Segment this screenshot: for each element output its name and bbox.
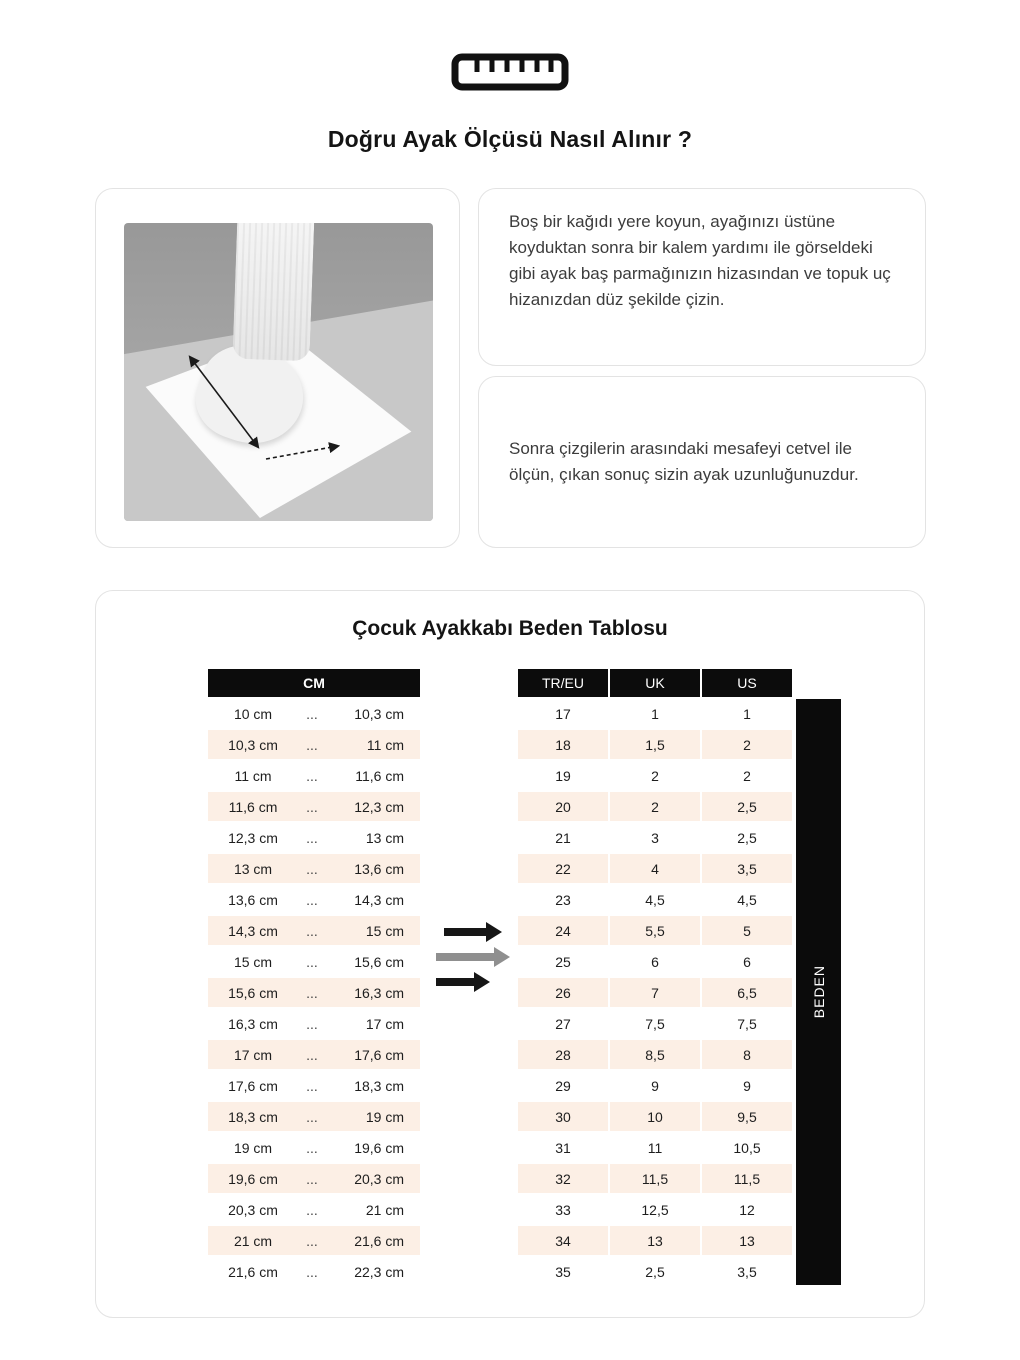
cm-dots-cell: ... bbox=[298, 1133, 326, 1162]
size-table-row bbox=[518, 1102, 792, 1131]
size-uk-cell: 11,5 bbox=[610, 1164, 700, 1193]
size-us-cell: 9,5 bbox=[702, 1102, 792, 1131]
size-uk-cell: 7,5 bbox=[610, 1009, 700, 1038]
size-uk-cell: 1,5 bbox=[610, 730, 700, 759]
cm-from-cell: 14,3 cm bbox=[208, 916, 298, 945]
size-us-cell: 6 bbox=[702, 947, 792, 976]
cm-to-cell: 15,6 cm bbox=[326, 947, 420, 976]
beden-label: BEDEN bbox=[810, 965, 827, 1019]
cm-table-row bbox=[208, 1071, 420, 1100]
cm-table-header-row bbox=[208, 669, 420, 697]
foot-measurement-photo bbox=[124, 223, 433, 521]
size-table-row bbox=[518, 1071, 792, 1100]
cm-table-row bbox=[208, 823, 420, 852]
size-us-cell: 5 bbox=[702, 916, 792, 945]
cm-from-cell: 13,6 cm bbox=[208, 885, 298, 914]
size-treu-cell: 33 bbox=[518, 1195, 608, 1224]
cm-to-cell: 11 cm bbox=[326, 730, 420, 759]
cm-table-row bbox=[208, 854, 420, 883]
cm-table-row bbox=[208, 885, 420, 914]
instruction-step-2-text: Sonra çizgilerin arasındaki mesafeyi cetvel ile ölçün, çıkan sonuç sizin ayak uzunluğunuzdur. bbox=[509, 439, 859, 484]
cm-table-row bbox=[208, 1195, 420, 1224]
size-treu-cell: 27 bbox=[518, 1009, 608, 1038]
cm-to-cell: 15 cm bbox=[326, 916, 420, 945]
size-table-header-treu: TR/EU bbox=[518, 669, 608, 697]
triple-right-arrows-icon bbox=[434, 921, 514, 998]
size-treu-cell: 35 bbox=[518, 1257, 608, 1286]
cm-from-cell: 10 cm bbox=[208, 699, 298, 728]
cm-from-cell: 19 cm bbox=[208, 1133, 298, 1162]
size-us-cell: 2,5 bbox=[702, 792, 792, 821]
cm-table-row bbox=[208, 1257, 420, 1286]
cm-to-cell: 19 cm bbox=[326, 1102, 420, 1131]
cm-to-cell: 14,3 cm bbox=[326, 885, 420, 914]
cm-from-cell: 13 cm bbox=[208, 854, 298, 883]
instruction-step-1-card bbox=[478, 188, 926, 366]
size-table bbox=[516, 667, 794, 1288]
cm-to-cell: 22,3 cm bbox=[326, 1257, 420, 1286]
cm-table-row bbox=[208, 761, 420, 790]
size-us-cell: 9 bbox=[702, 1071, 792, 1100]
cm-table-row bbox=[208, 1133, 420, 1162]
size-uk-cell: 7 bbox=[610, 978, 700, 1007]
cm-to-cell: 13,6 cm bbox=[326, 854, 420, 883]
size-uk-cell: 10 bbox=[610, 1102, 700, 1131]
cm-dots-cell: ... bbox=[298, 699, 326, 728]
size-table-row bbox=[518, 947, 792, 976]
cm-dots-cell: ... bbox=[298, 1102, 326, 1131]
size-chart-card bbox=[95, 590, 925, 1318]
cm-table-row bbox=[208, 1164, 420, 1193]
cm-dots-cell: ... bbox=[298, 1226, 326, 1255]
size-table-row bbox=[518, 699, 792, 728]
size-treu-cell: 26 bbox=[518, 978, 608, 1007]
size-table-row bbox=[518, 854, 792, 883]
size-us-cell: 3,5 bbox=[702, 1257, 792, 1286]
size-us-cell: 6,5 bbox=[702, 978, 792, 1007]
size-table-row bbox=[518, 885, 792, 914]
size-treu-cell: 31 bbox=[518, 1133, 608, 1162]
cm-dots-cell: ... bbox=[298, 1009, 326, 1038]
size-uk-cell: 8,5 bbox=[610, 1040, 700, 1069]
cm-from-cell: 11 cm bbox=[208, 761, 298, 790]
size-table-row bbox=[518, 1009, 792, 1038]
size-uk-cell: 6 bbox=[610, 947, 700, 976]
size-uk-cell: 13 bbox=[610, 1226, 700, 1255]
cm-dots-cell: ... bbox=[298, 1195, 326, 1224]
instruction-step-1-text: Boş bir kağıdı yere koyun, ayağınızı üstüne koyduktan sonra bir kalem yardımı ile görseldeki gibi ayak baş parmağınızın hizasından ve topuk uç hizanızdan düz şekilde çizin. bbox=[509, 212, 891, 309]
size-treu-cell: 18 bbox=[518, 730, 608, 759]
size-table-row bbox=[518, 730, 792, 759]
cm-from-cell: 10,3 cm bbox=[208, 730, 298, 759]
size-table-row bbox=[518, 1164, 792, 1193]
cm-table-row bbox=[208, 1040, 420, 1069]
size-uk-cell: 11 bbox=[610, 1133, 700, 1162]
size-uk-cell: 4 bbox=[610, 854, 700, 883]
size-us-cell: 2 bbox=[702, 730, 792, 759]
cm-from-cell: 12,3 cm bbox=[208, 823, 298, 852]
page-title: Doğru Ayak Ölçüsü Nasıl Alınır ? bbox=[327, 126, 693, 152]
cm-from-cell: 17,6 cm bbox=[208, 1071, 298, 1100]
size-treu-cell: 22 bbox=[518, 854, 608, 883]
size-table-row bbox=[518, 761, 792, 790]
cm-to-cell: 17 cm bbox=[326, 1009, 420, 1038]
cm-from-cell: 20,3 cm bbox=[208, 1195, 298, 1224]
cm-to-cell: 21,6 cm bbox=[326, 1226, 420, 1255]
size-table-row bbox=[518, 1257, 792, 1286]
size-chart-title: Çocuk Ayakkabı Beden Tablosu bbox=[352, 617, 668, 640]
cm-table-row bbox=[208, 916, 420, 945]
size-us-cell: 4,5 bbox=[702, 885, 792, 914]
size-treu-cell: 29 bbox=[518, 1071, 608, 1100]
size-treu-cell: 30 bbox=[518, 1102, 608, 1131]
cm-table bbox=[208, 667, 420, 1288]
cm-to-cell: 13 cm bbox=[326, 823, 420, 852]
size-us-cell: 2,5 bbox=[702, 823, 792, 852]
size-table-row bbox=[518, 823, 792, 852]
size-us-cell: 11,5 bbox=[702, 1164, 792, 1193]
cm-to-cell: 21 cm bbox=[326, 1195, 420, 1224]
size-treu-cell: 25 bbox=[518, 947, 608, 976]
cm-from-cell: 17 cm bbox=[208, 1040, 298, 1069]
cm-to-cell: 12,3 cm bbox=[326, 792, 420, 821]
cm-dots-cell: ... bbox=[298, 1257, 326, 1286]
cm-dots-cell: ... bbox=[298, 761, 326, 790]
cm-dots-cell: ... bbox=[298, 854, 326, 883]
size-treu-cell: 23 bbox=[518, 885, 608, 914]
beden-axis-bar bbox=[796, 699, 841, 1285]
size-us-cell: 12 bbox=[702, 1195, 792, 1224]
cm-table-row bbox=[208, 792, 420, 821]
size-us-cell: 3,5 bbox=[702, 854, 792, 883]
cm-to-cell: 20,3 cm bbox=[326, 1164, 420, 1193]
size-us-cell: 1 bbox=[702, 699, 792, 728]
size-table-row bbox=[518, 1133, 792, 1162]
size-table-header-uk: UK bbox=[610, 669, 700, 697]
size-treu-cell: 21 bbox=[518, 823, 608, 852]
cm-to-cell: 19,6 cm bbox=[326, 1133, 420, 1162]
size-us-cell: 8 bbox=[702, 1040, 792, 1069]
size-treu-cell: 24 bbox=[518, 916, 608, 945]
size-table-row bbox=[518, 1195, 792, 1224]
size-uk-cell: 9 bbox=[610, 1071, 700, 1100]
cm-from-cell: 21 cm bbox=[208, 1226, 298, 1255]
size-treu-cell: 28 bbox=[518, 1040, 608, 1069]
cm-table-row bbox=[208, 699, 420, 728]
size-table-row bbox=[518, 916, 792, 945]
cm-dots-cell: ... bbox=[298, 1071, 326, 1100]
cm-dots-cell: ... bbox=[298, 1164, 326, 1193]
cm-to-cell: 16,3 cm bbox=[326, 978, 420, 1007]
cm-from-cell: 18,3 cm bbox=[208, 1102, 298, 1131]
size-us-cell: 2 bbox=[702, 761, 792, 790]
size-table-header-row bbox=[518, 669, 792, 697]
cm-from-cell: 15,6 cm bbox=[208, 978, 298, 1007]
cm-table-row bbox=[208, 1226, 420, 1255]
cm-dots-cell: ... bbox=[298, 885, 326, 914]
size-us-cell: 13 bbox=[702, 1226, 792, 1255]
cm-dots-cell: ... bbox=[298, 730, 326, 759]
cm-table-header: CM bbox=[208, 669, 420, 697]
instruction-step-2-card bbox=[478, 376, 926, 548]
cm-to-cell: 18,3 cm bbox=[326, 1071, 420, 1100]
cm-table-row bbox=[208, 978, 420, 1007]
size-treu-cell: 32 bbox=[518, 1164, 608, 1193]
cm-dots-cell: ... bbox=[298, 792, 326, 821]
cm-table-row bbox=[208, 1102, 420, 1131]
cm-dots-cell: ... bbox=[298, 1040, 326, 1069]
cm-from-cell: 16,3 cm bbox=[208, 1009, 298, 1038]
size-uk-cell: 2 bbox=[610, 792, 700, 821]
size-treu-cell: 17 bbox=[518, 699, 608, 728]
size-uk-cell: 4,5 bbox=[610, 885, 700, 914]
cm-table-row bbox=[208, 947, 420, 976]
size-table-row bbox=[518, 978, 792, 1007]
size-table-header-us: US bbox=[702, 669, 792, 697]
size-treu-cell: 19 bbox=[518, 761, 608, 790]
measurement-arrows-icon bbox=[124, 223, 433, 521]
cm-dots-cell: ... bbox=[298, 947, 326, 976]
size-table-row bbox=[518, 792, 792, 821]
size-treu-cell: 20 bbox=[518, 792, 608, 821]
size-treu-cell: 34 bbox=[518, 1226, 608, 1255]
cm-to-cell: 17,6 cm bbox=[326, 1040, 420, 1069]
size-uk-cell: 2 bbox=[610, 761, 700, 790]
cm-table-row bbox=[208, 730, 420, 759]
measurement-photo-card bbox=[95, 188, 460, 548]
size-uk-cell: 2,5 bbox=[610, 1257, 700, 1286]
size-us-cell: 10,5 bbox=[702, 1133, 792, 1162]
size-table-row bbox=[518, 1040, 792, 1069]
cm-from-cell: 15 cm bbox=[208, 947, 298, 976]
size-table-row bbox=[518, 1226, 792, 1255]
size-us-cell: 7,5 bbox=[702, 1009, 792, 1038]
cm-from-cell: 19,6 cm bbox=[208, 1164, 298, 1193]
size-uk-cell: 1 bbox=[610, 699, 700, 728]
cm-from-cell: 21,6 cm bbox=[208, 1257, 298, 1286]
size-uk-cell: 12,5 bbox=[610, 1195, 700, 1224]
cm-dots-cell: ... bbox=[298, 978, 326, 1007]
cm-table-row bbox=[208, 1009, 420, 1038]
cm-dots-cell: ... bbox=[298, 916, 326, 945]
ruler-icon bbox=[0, 50, 1020, 99]
cm-to-cell: 11,6 cm bbox=[326, 761, 420, 790]
cm-to-cell: 10,3 cm bbox=[326, 699, 420, 728]
cm-from-cell: 11,6 cm bbox=[208, 792, 298, 821]
size-uk-cell: 3 bbox=[610, 823, 700, 852]
size-uk-cell: 5,5 bbox=[610, 916, 700, 945]
cm-dots-cell: ... bbox=[298, 823, 326, 852]
